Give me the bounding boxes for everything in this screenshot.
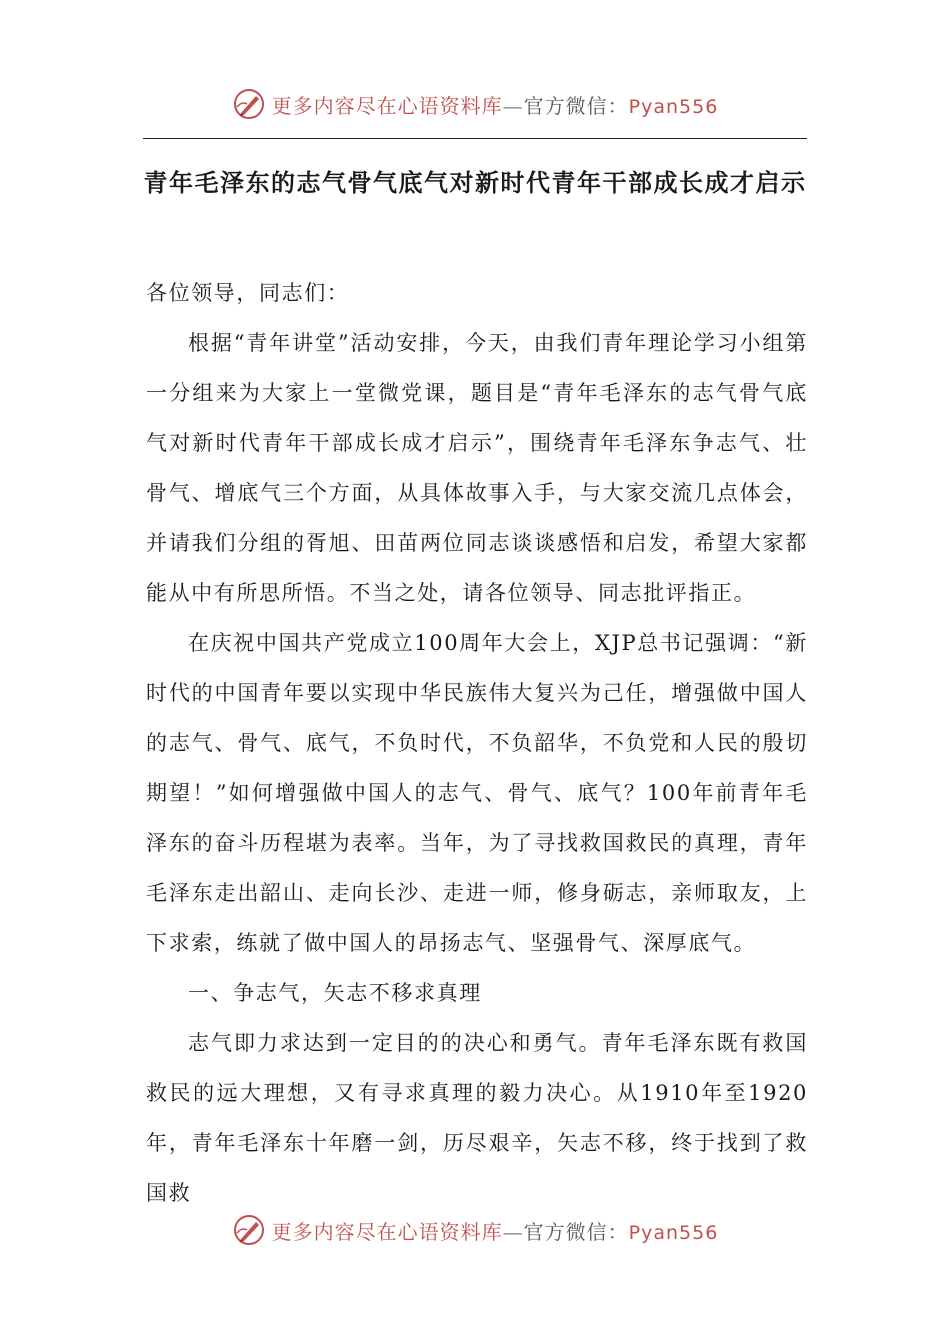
paragraph: 志气即力求达到一定目的的决心和勇气。青年毛泽东既有救国救民的远大理想，又有寻求真理的毅力决心。从1910年至1920年，青年毛泽东十年磨一剑，历尽艰辛，矢志不移，终于找到了救国救 (146, 1031, 808, 1205)
banner-label: 官方微信： (523, 93, 629, 118)
banner-wechat-id: Pyan556 (628, 95, 719, 118)
pen-logo-icon (232, 1213, 266, 1247)
pen-logo-icon (232, 87, 266, 121)
section-heading: 一、争志气，矢志不移求真理 (188, 981, 482, 1005)
banner-dash: — (502, 1219, 524, 1244)
banner-text (272, 1216, 719, 1245)
banner-label: 官方微信： (523, 1219, 629, 1244)
banner-wechat-id: Pyan556 (628, 1221, 719, 1244)
header-divider (143, 138, 807, 139)
banner-dash: — (502, 93, 524, 118)
banner-main: 更多内容尽在心语资料库 (271, 93, 503, 118)
document-body (146, 268, 808, 1218)
paragraph: 根据“青年讲堂”活动安排，今天，由我们青年理论学习小组第一分组来为大家上一堂微党课，题目是“青年毛泽东的志气骨气底气对新时代青年干部成长成才启示”，围绕青年毛泽东争志气、壮骨气、增底气三个方面，从具体故事入手，与大家交流几点体会，并请我们分组的胥旭、田苗两位同志谈谈感悟和启发，希望大家都能从中有所思所悟。不当之处，请各位领导、同志批评指正。 (146, 331, 808, 605)
salutation: 各位领导，同志们： (146, 281, 350, 305)
banner-text (272, 90, 719, 119)
footer-banner (0, 1210, 950, 1250)
paragraph: 在庆祝中国共产党成立100周年大会上，XJP总书记强调：“新时代的中国青年要以实现中华民族伟大复兴为己任，增强做中国人的志气、骨气、底气，不负时代，不负韶华，不负党和人民的殷切期望！”如何增强做中国人的志气、骨气、底气？100年前青年毛泽东的奋斗历程堪为表率。当年，为了寻找救国救民的真理，青年毛泽东走出韶山、走向长沙、走进一师，修身砺志，亲师取友，上下求索，练就了做中国人的昂扬志气、坚强骨气、深厚底气。 (146, 631, 808, 955)
banner-main: 更多内容尽在心语资料库 (271, 1219, 503, 1244)
document-title: 青年毛泽东的志气骨气底气对新时代青年干部成长成才启示 (143, 168, 807, 197)
header-banner (0, 84, 950, 124)
